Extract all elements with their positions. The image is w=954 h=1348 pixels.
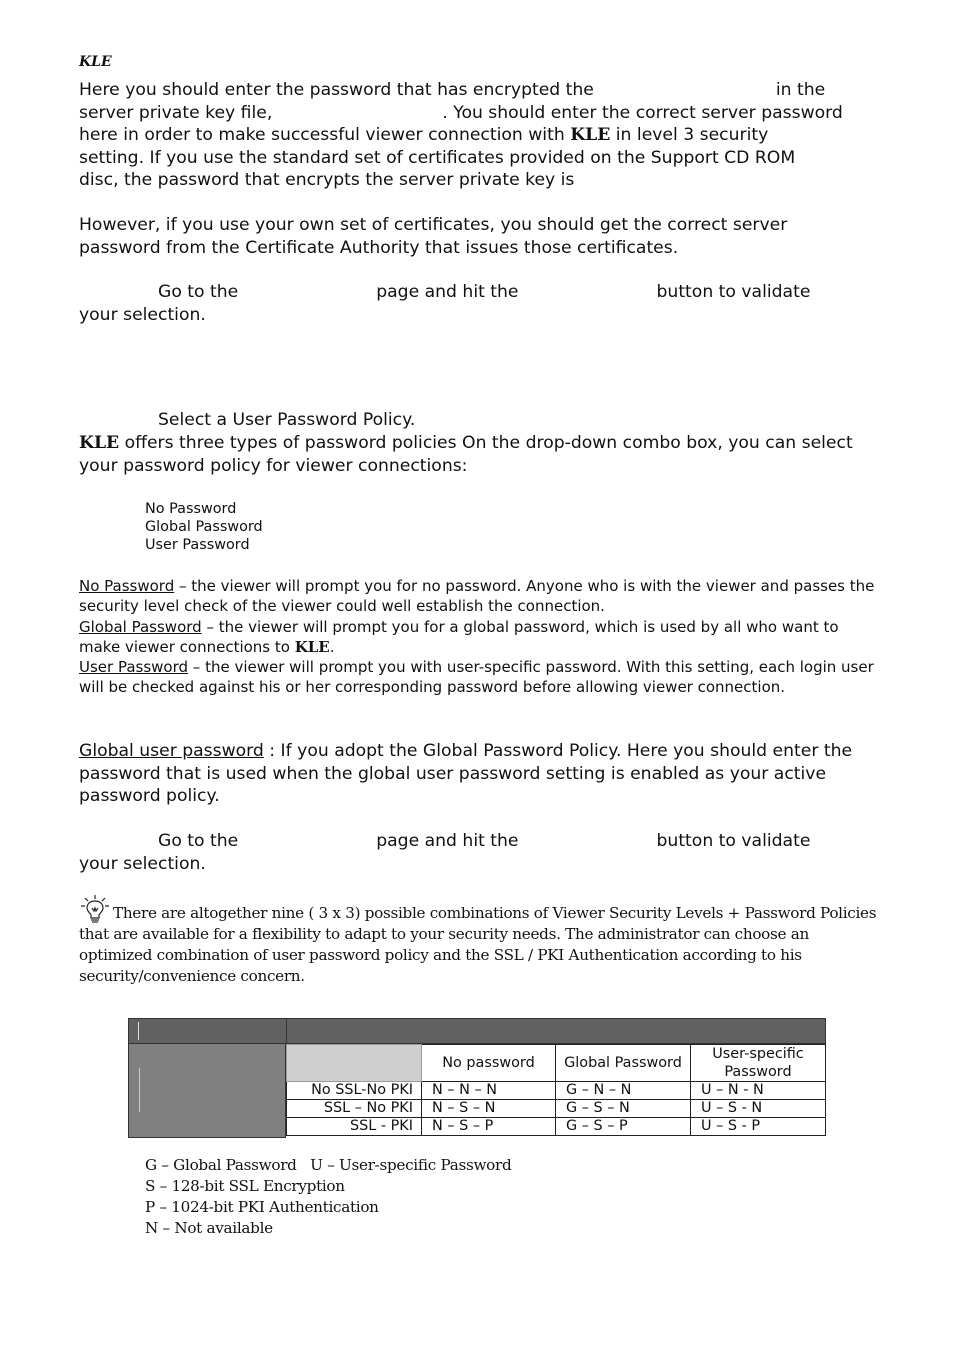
table-cell: N – N – N [422,1082,556,1100]
tip-paragraph [79,894,879,987]
column-header: User-specific Password [691,1045,826,1082]
policy-definitions [79,576,879,698]
legend-item: G – Global Password U – User-specific Password [145,1156,512,1174]
select-policy-step [79,409,874,432]
row-label: SSL – No PKI [287,1100,422,1118]
table-side-header [128,1044,286,1138]
text-fragment: – the viewer will prompt you for a global password, which is used by all who want to make viewer connections to [79,617,839,656]
policy-intro-paragraph [79,432,874,477]
text-fragment: in level 3 security [615,125,769,146]
table-cell: N – S – N [422,1100,556,1118]
text-fragment: . You should enter the correct server password [442,102,843,123]
global-user-password-paragraph [79,740,874,808]
text-fragment: : If you adopt the Global Password Policy. Here you should enter the password that is used when the global user password setting is enabled as your active password policy. [79,741,853,807]
kle-product-name: KLE [294,637,330,656]
text-fragment: Select a User Password Policy. [158,410,416,430]
password-policy-options [145,500,263,554]
table-cell: U – S - P [691,1118,826,1136]
row-label: SSL - PKI [287,1118,422,1136]
column-header: Global Password [556,1045,691,1082]
column-header: No password [422,1045,556,1082]
text-fragment: – the viewer will prompt you with user-specific password. With this setting, each login user will be checked against his or her corresponding password before allowing viewer connection. [79,658,874,697]
text-fragment: button to validate [656,282,811,302]
server-password-paragraph [79,79,874,192]
text-fragment: server private key file, [79,102,273,123]
text-fragment: page and hit the [376,282,519,302]
option-global-password: Global Password [145,519,263,535]
text-fragment: here in order to make successful viewer connection with [79,125,565,146]
text-fragment: Go to the [158,282,239,302]
text-fragment: offers three types of password policies On the drop-down combo box, you can select your password policy for viewer connections: [79,433,853,476]
table-header-row [287,1045,826,1082]
table-row [287,1100,826,1118]
tip-text: There are altogether nine ( 3 x 3) possible combinations of Viewer Security Levels + Password Policies that are available for a flexibility to adapt to your security needs. The administrator can choose an optimized combination of user password policy and the SSL / PKI Authentication according to his security/convenience concern. [79,904,877,985]
kle-product-name: KLE [79,433,120,453]
legend-item: P – 1024-bit PKI Authentication [145,1198,379,1216]
text-fragment: your selection. [79,853,206,874]
validate-instruction-2 [79,830,874,875]
no-password-term: No Password [79,577,175,595]
text-fragment: button to validate [656,831,811,851]
global-password-term: Global Password [79,617,202,636]
legend-item: S – 128-bit SSL Encryption [145,1177,345,1195]
text-fragment: Here you should enter the password that has encrypted the [79,80,594,100]
table-cell: U – N - N [691,1082,826,1100]
table-header-bar [128,1018,826,1044]
row-label: No SSL-No PKI [287,1082,422,1100]
kle-product-name: KLE [570,125,611,146]
section-title: KLE [79,54,112,70]
table-cell: G – S – P [556,1118,691,1136]
security-combinations-table [286,1044,826,1136]
table-row [287,1082,826,1100]
validate-instruction-1 [79,281,874,326]
global-user-password-term: Global user password [79,741,264,761]
text-fragment: setting. If you use the standard set of certificates provided on the Support CD ROM [79,147,796,168]
text-fragment: disc, the password that encrypts the server private key is [79,170,575,191]
user-password-term: User Password [79,658,189,677]
text-fragment: page and hit the [376,831,519,851]
table-cell: U – S - N [691,1100,826,1118]
own-certificates-paragraph: However, if you use your own set of certificates, you should get the correct server password from the Certificate Authority that issues those certificates. [79,215,788,258]
text-fragment: Go to the [158,831,239,851]
legend-item: N – Not available [145,1219,273,1237]
text-fragment: your selection. [79,304,206,325]
table-corner-cell [287,1045,422,1082]
text-fragment: – the viewer will prompt you for no password. Anyone who is with the viewer and passes the security level check of the viewer could well establish the connection. [79,577,875,616]
option-user-password: User Password [145,537,250,553]
option-no-password: No Password [145,501,237,517]
text-fragment: in the [775,80,826,100]
table-cell: G – S – N [556,1100,691,1118]
table-legend [145,1155,511,1239]
table-row [287,1118,826,1136]
table-cell: G – N – N [556,1082,691,1100]
table-cell: N – S – P [422,1118,556,1136]
text-fragment: . [329,637,335,656]
lightbulb-icon [79,894,113,924]
